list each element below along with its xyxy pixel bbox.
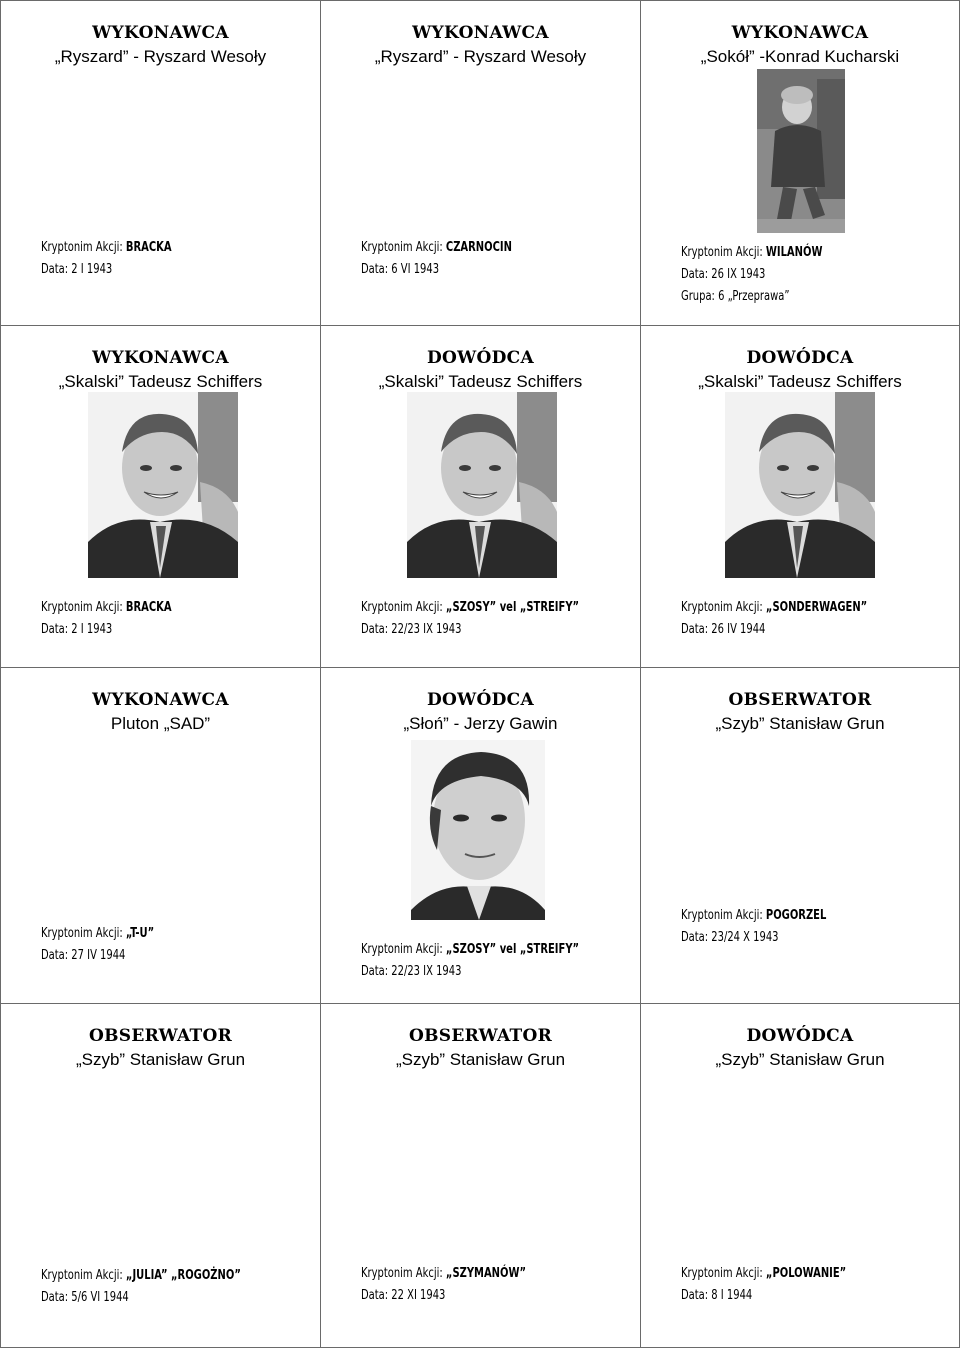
card-info <box>681 904 902 948</box>
kryptonim-value: POGORZEL <box>765 907 827 923</box>
card-info <box>41 1264 263 1308</box>
kryptonim-value: „JULIA” „ROGOŻNO” <box>125 1267 241 1283</box>
kryptonim-label: Kryptonim Akcji: <box>681 599 766 615</box>
kryptonim-value: „T-U” <box>125 925 155 941</box>
card-info <box>361 596 583 640</box>
card-name: „Skalski” Tadeusz Schiffers <box>698 372 902 391</box>
data-value: 23/24 X 1943 <box>711 929 779 945</box>
kryptonim-label: Kryptonim Akcji: <box>361 239 446 255</box>
card-info <box>681 596 902 640</box>
kryptonim-label: Kryptonim Akcji: <box>41 925 126 941</box>
kryptonim-label: Kryptonim Akcji: <box>41 239 126 255</box>
card-1 <box>0 0 321 326</box>
card-name: „Szyb” Stanisław Grun <box>75 1050 246 1069</box>
card-name: „Sokół” -Konrad Kucharski <box>700 47 900 66</box>
card-role: DOWÓDCA <box>746 348 854 368</box>
kryptonim-value: „SZOSY” vel „STREIFY” <box>445 599 580 615</box>
card-info <box>681 241 902 307</box>
card-role: WYKONAWCA <box>412 23 549 43</box>
data-label: Data: <box>681 929 712 945</box>
kryptonim-label: Kryptonim Akcji: <box>41 1267 126 1283</box>
data-label: Data: <box>361 621 392 637</box>
card-info <box>41 236 263 280</box>
card-role: OBSERWATOR <box>728 690 872 710</box>
card-role: OBSERWATOR <box>88 1026 233 1046</box>
card-name: „Słoń” - Jerzy Gawin <box>403 714 558 733</box>
data-label: Data: <box>41 261 72 277</box>
card-6 <box>641 326 960 668</box>
card-info <box>41 922 263 966</box>
kryptonim-value: WILANÓW <box>765 244 823 260</box>
data-value: 26 IV 1944 <box>711 621 766 637</box>
card-role: DOWÓDCA <box>746 1026 854 1046</box>
young-man-portrait-photo <box>411 740 545 920</box>
data-label: Data: <box>681 621 712 637</box>
card-role: WYKONAWCA <box>92 690 229 710</box>
man-portrait-photo <box>725 392 875 578</box>
data-label: Data: <box>681 266 712 282</box>
kryptonim-label: Kryptonim Akcji: <box>681 244 766 260</box>
kryptonim-label: Kryptonim Akcji: <box>361 941 446 957</box>
kryptonim-value: BRACKA <box>125 239 172 255</box>
card-name: Pluton „SAD” <box>110 714 211 733</box>
card-5 <box>321 326 641 668</box>
card-12 <box>641 1004 960 1348</box>
grupa-label: Grupa: <box>681 288 719 304</box>
data-value: 27 IV 1944 <box>71 947 126 963</box>
card-name: „Skalski” Tadeusz Schiffers <box>58 372 263 391</box>
card-role: DOWÓDCA <box>426 348 534 368</box>
card-role: WYKONAWCA <box>92 23 229 43</box>
card-10 <box>0 1004 321 1348</box>
data-label: Data: <box>361 1287 392 1303</box>
card-name: „Szyb” Stanisław Grun <box>395 1050 566 1069</box>
card-role: WYKONAWCA <box>731 23 869 43</box>
card-2 <box>321 0 641 326</box>
card-info <box>361 1262 583 1306</box>
data-value: 8 I 1944 <box>711 1287 753 1303</box>
kryptonim-label: Kryptonim Akcji: <box>41 599 126 615</box>
card-info <box>361 938 583 982</box>
data-value: 22/23 IX 1943 <box>391 621 462 637</box>
data-value: 26 IX 1943 <box>711 266 766 282</box>
kryptonim-label: Kryptonim Akcji: <box>681 1265 766 1281</box>
data-label: Data: <box>361 261 392 277</box>
card-info <box>41 596 263 640</box>
man-portrait-photo <box>407 392 557 578</box>
card-3 <box>641 0 960 326</box>
grupa-value: 6 „Przeprawa” <box>718 288 790 304</box>
data-value: 6 VI 1943 <box>391 261 440 277</box>
data-label: Data: <box>681 1287 712 1303</box>
card-role: DOWÓDCA <box>426 690 534 710</box>
card-name: „Ryszard” - Ryszard Wesoły <box>54 47 267 66</box>
card-role: OBSERWATOR <box>408 1026 553 1046</box>
kryptonim-value: „SONDERWAGEN” <box>765 599 868 615</box>
data-value: 2 I 1943 <box>71 261 113 277</box>
data-label: Data: <box>41 947 72 963</box>
kryptonim-label: Kryptonim Akcji: <box>361 599 446 615</box>
man-portrait-photo <box>88 392 238 578</box>
card-7 <box>0 668 321 1004</box>
kryptonim-value: „SZYMANÓW” <box>445 1265 527 1281</box>
card-8 <box>321 668 641 1004</box>
kryptonim-value: CZARNOCIN <box>445 239 512 255</box>
data-value: 22/23 IX 1943 <box>391 963 462 979</box>
child-portrait-photo <box>757 69 845 233</box>
data-value: 2 I 1943 <box>71 621 113 637</box>
data-label: Data: <box>361 963 392 979</box>
card-info <box>681 1262 902 1306</box>
kryptonim-label: Kryptonim Akcji: <box>361 1265 446 1281</box>
card-name: „Szyb” Stanisław Grun <box>715 1050 885 1069</box>
kryptonim-value: „POLOWANIE” <box>765 1265 847 1281</box>
kryptonim-value: BRACKA <box>125 599 172 615</box>
kryptonim-value: „SZOSY” vel „STREIFY” <box>445 941 580 957</box>
data-label: Data: <box>41 1289 72 1305</box>
card-name: „Szyb” Stanisław Grun <box>715 714 885 733</box>
data-value: 5/6 VI 1944 <box>71 1289 129 1305</box>
card-name: „Skalski” Tadeusz Schiffers <box>378 372 583 391</box>
kryptonim-label: Kryptonim Akcji: <box>681 907 766 923</box>
card-4 <box>0 326 321 668</box>
card-name: „Ryszard” - Ryszard Wesoły <box>374 47 587 66</box>
data-value: 22 XI 1943 <box>391 1287 446 1303</box>
card-role: WYKONAWCA <box>92 348 229 368</box>
card-info <box>361 236 583 280</box>
card-9 <box>641 668 960 1004</box>
data-label: Data: <box>41 621 72 637</box>
card-11 <box>321 1004 641 1348</box>
